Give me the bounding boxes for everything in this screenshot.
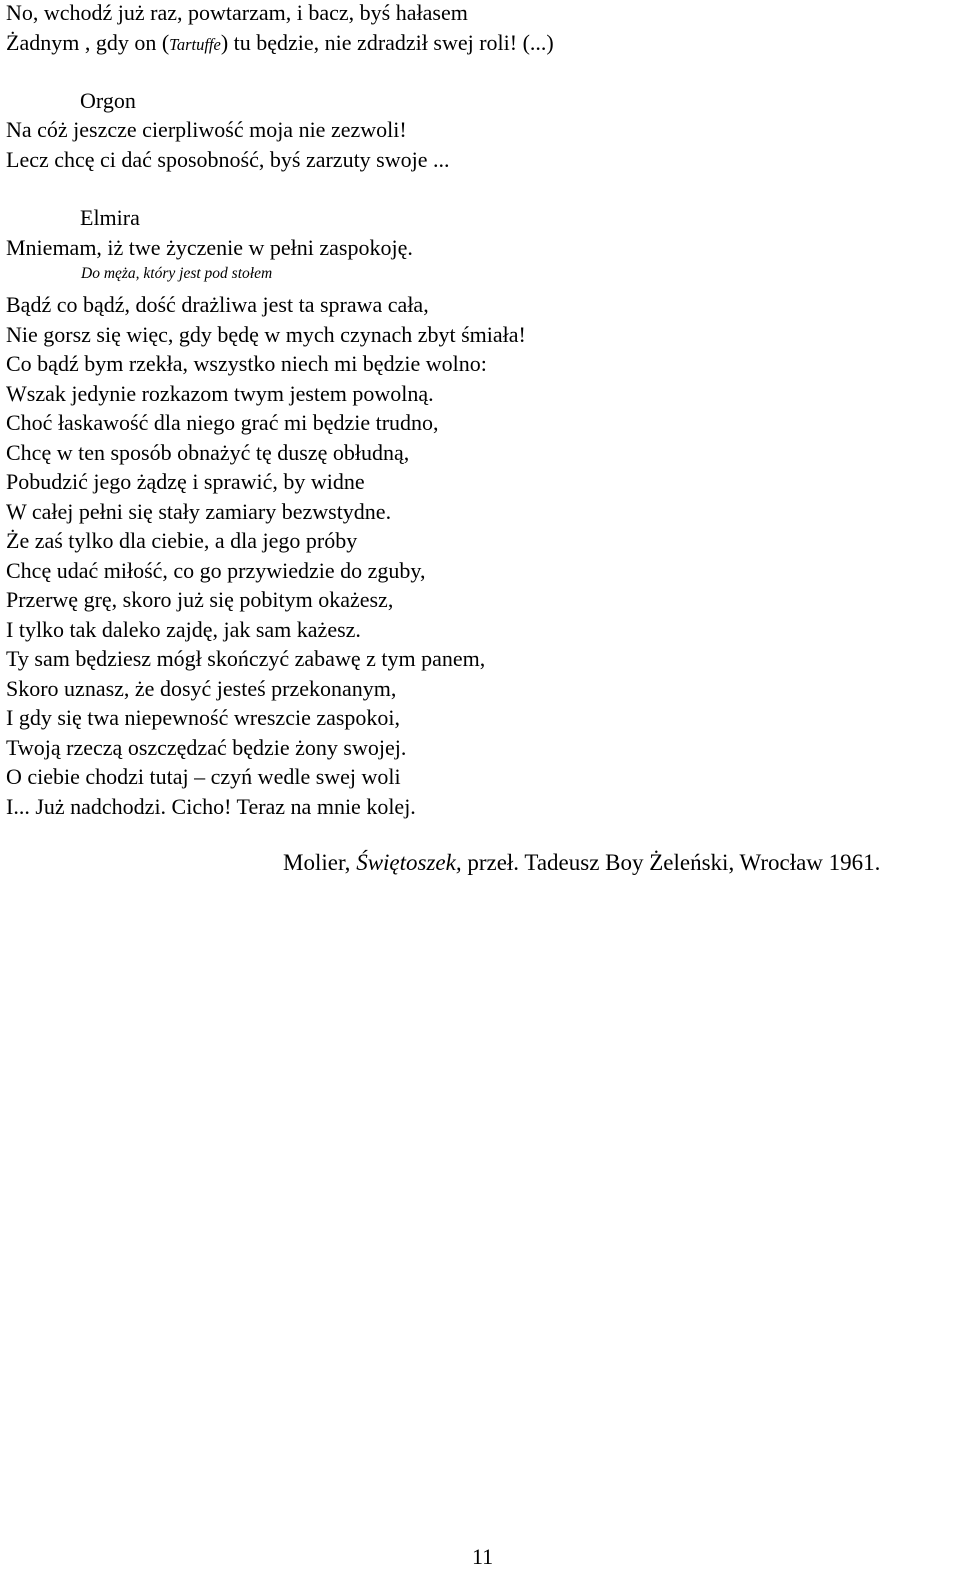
text-segment: Żadnym , gdy on ( bbox=[6, 30, 170, 55]
text-line: Nie gorsz się więc, gdy będę w mych czynach zbyt śmiała! bbox=[6, 322, 526, 347]
text-line: Że zaś tylko dla ciebie, a dla jego próby bbox=[6, 528, 358, 553]
citation-title: Świętoszek, bbox=[356, 850, 462, 875]
text-line: No, wchodź już raz, powtarzam, i bacz, byś hałasem bbox=[6, 0, 468, 25]
text-line: Choć łaskawość dla niego grać mi będzie trudno, bbox=[6, 410, 439, 435]
text-line: Na cóż jeszcze cierpliwość moja nie zezwoli! bbox=[6, 117, 407, 142]
citation-author: Molier, bbox=[283, 850, 357, 875]
text-line: I tylko tak daleko zajdę, jak sam każesz. bbox=[6, 617, 361, 642]
speaker-name-elmira: Elmira bbox=[80, 205, 140, 230]
text-line: O ciebie chodzi tutaj – czyń wedle swej woli bbox=[6, 764, 401, 789]
text-line: I... Już nadchodzi. Cicho! Teraz na mnie kolej. bbox=[6, 794, 416, 819]
text-line: Co bądź bym rzekła, wszystko niech mi będzie wolno: bbox=[6, 351, 487, 376]
text-line: Ty sam będziesz mógł skończyć zabawę z tym panem, bbox=[6, 646, 486, 671]
text-line: Przerwę grę, skoro już się pobitym okażesz, bbox=[6, 587, 394, 612]
text-line: Chcę w ten sposób obnażyć tę duszę obłudną, bbox=[6, 440, 410, 465]
text-line: Skoro uznasz, że dosyć jesteś przekonanym, bbox=[6, 676, 397, 701]
source-citation bbox=[283, 849, 880, 877]
page-number: 11 bbox=[472, 1544, 494, 1569]
text-line: I gdy się twa niepewność wreszcie zaspokoi, bbox=[6, 705, 401, 730]
text-line: Chcę udać miłość, co go przywiedzie do zguby, bbox=[6, 558, 426, 583]
text-line: Pobudzić jego żądzę i sprawić, by widne bbox=[6, 469, 365, 494]
text-line: Twoją rzeczą oszczędzać będzie żony swojej. bbox=[6, 735, 407, 760]
speaker-name-orgon: Orgon bbox=[80, 88, 136, 113]
text-line: Lecz chcę ci dać sposobność, byś zarzuty swoje ... bbox=[6, 147, 450, 172]
stage-direction: Do męża, który jest pod stołem bbox=[81, 265, 273, 282]
inline-stage-direction: Tartuffe bbox=[169, 35, 221, 54]
text-line: W całej pełni się stały zamiary bezwstydne. bbox=[6, 499, 392, 524]
citation-details: przeł. Tadeusz Boy Żeleński, Wrocław 1961. bbox=[461, 850, 881, 875]
text-line: Mniemam, iż twe życzenie w pełni zaspokoję. bbox=[6, 235, 413, 260]
text-line: Bądź co bądź, dość drażliwa jest ta sprawa cała, bbox=[6, 292, 429, 317]
text-line-with-stage bbox=[6, 30, 554, 58]
text-segment: ) tu będzie, nie zdradził swej roli! (...) bbox=[220, 30, 554, 55]
text-line: Wszak jedynie rozkazom twym jestem powolną. bbox=[6, 381, 434, 406]
